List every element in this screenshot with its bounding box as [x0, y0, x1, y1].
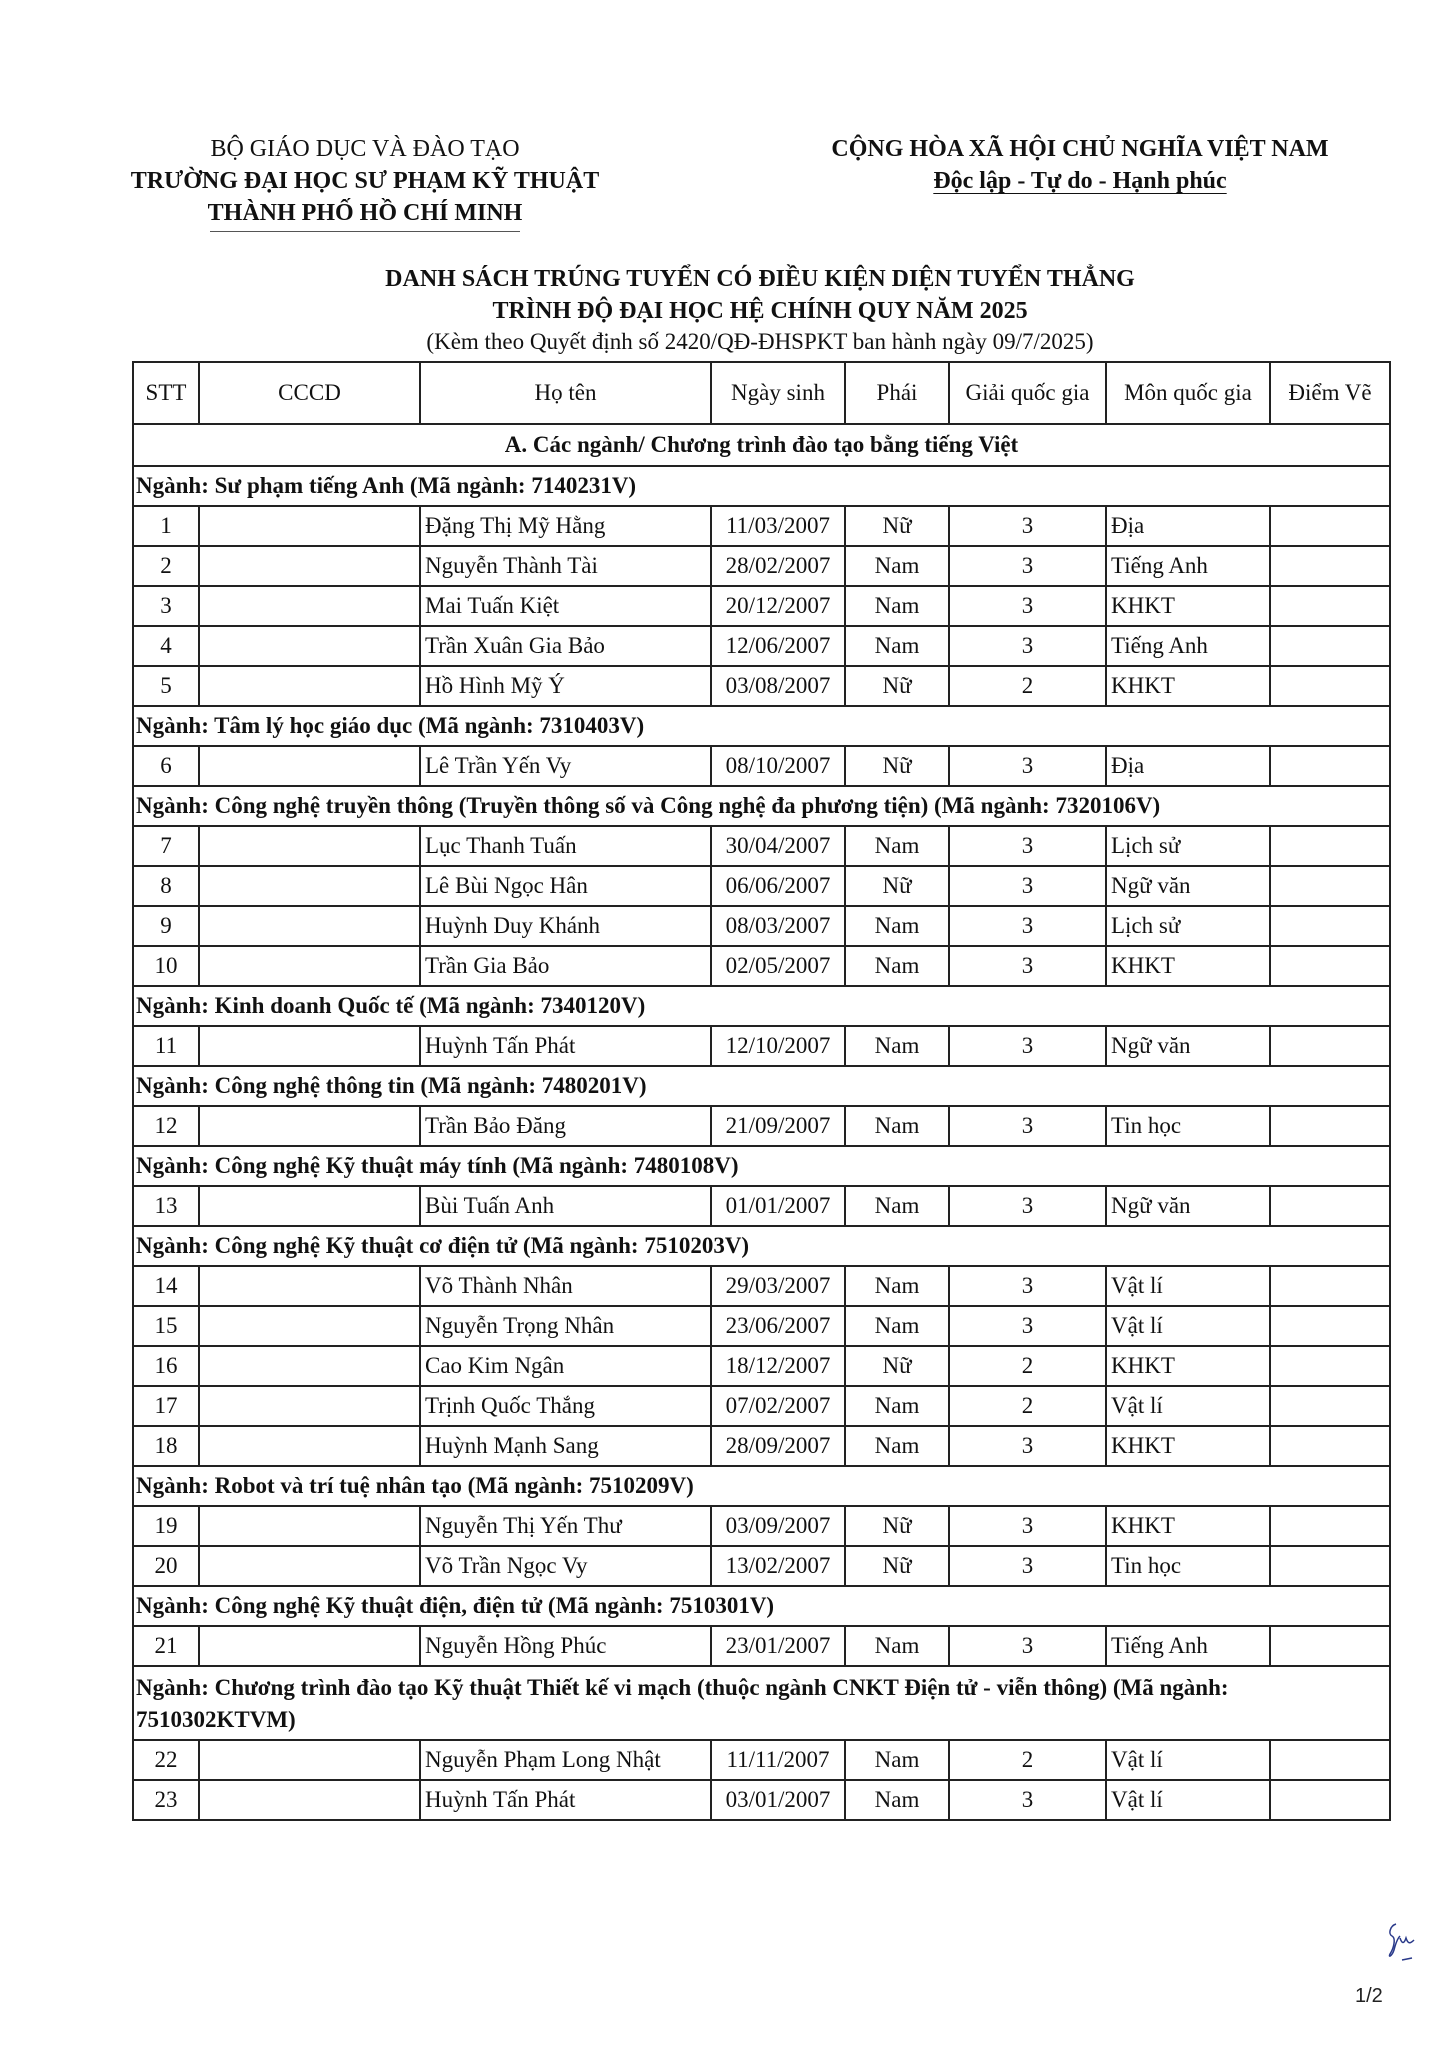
cell-subject: Lịch sử — [1106, 906, 1270, 946]
cell-gender: Nam — [845, 1626, 949, 1666]
cell-dob: 13/02/2007 — [711, 1546, 845, 1586]
cell-gender: Nam — [845, 1266, 949, 1306]
cell-dob: 29/03/2007 — [711, 1266, 845, 1306]
cell-drawing-score — [1270, 1626, 1390, 1666]
cell-award: 3 — [949, 1546, 1106, 1586]
cell-name: Nguyễn Phạm Long Nhật — [420, 1740, 711, 1780]
admission-table — [132, 361, 1391, 1821]
cell-award: 2 — [949, 666, 1106, 706]
cell-name: Hồ Hình Mỹ Ý — [420, 666, 711, 706]
cell-name: Trần Gia Bảo — [420, 946, 711, 986]
cell-stt: 18 — [133, 1426, 199, 1466]
cell-drawing-score — [1270, 626, 1390, 666]
cell-cccd — [199, 1506, 420, 1546]
cell-drawing-score — [1270, 1780, 1390, 1820]
cell-subject: KHKT — [1106, 1506, 1270, 1546]
cell-award: 3 — [949, 1026, 1106, 1066]
cell-name: Huỳnh Tấn Phát — [420, 1780, 711, 1820]
cell-gender: Nam — [845, 1386, 949, 1426]
cell-gender: Nam — [845, 1740, 949, 1780]
cell-stt: 10 — [133, 946, 199, 986]
cell-award: 3 — [949, 746, 1106, 786]
table-row — [133, 1386, 1390, 1426]
column-header-subject: Môn quốc gia — [1106, 362, 1270, 424]
column-header-cccd: CCCD — [199, 362, 420, 424]
cell-award: 2 — [949, 1346, 1106, 1386]
table-row — [133, 586, 1390, 626]
cell-drawing-score — [1270, 866, 1390, 906]
cell-cccd — [199, 506, 420, 546]
cell-subject: Vật lí — [1106, 1780, 1270, 1820]
cell-cccd — [199, 1346, 420, 1386]
cell-award: 3 — [949, 946, 1106, 986]
cell-award: 3 — [949, 1186, 1106, 1226]
table-row — [133, 1346, 1390, 1386]
cell-gender: Nam — [845, 626, 949, 666]
cell-subject: KHKT — [1106, 666, 1270, 706]
cell-cccd — [199, 1106, 420, 1146]
cell-dob: 03/01/2007 — [711, 1780, 845, 1820]
cell-gender: Nam — [845, 586, 949, 626]
cell-stt: 12 — [133, 1106, 199, 1146]
column-header-name: Họ tên — [420, 362, 711, 424]
major-header-row — [133, 466, 1390, 506]
cell-drawing-score — [1270, 906, 1390, 946]
table-row — [133, 1626, 1390, 1666]
major-header-row — [133, 1226, 1390, 1266]
ministry-name: BỘ GIÁO DỤC VÀ ĐÀO TẠO — [210, 136, 520, 162]
cell-dob: 20/12/2007 — [711, 586, 845, 626]
cell-award: 3 — [949, 626, 1106, 666]
cell-name: Huỳnh Mạnh Sang — [420, 1426, 711, 1466]
cell-dob: 21/09/2007 — [711, 1106, 845, 1146]
cell-stt: 20 — [133, 1546, 199, 1586]
cell-cccd — [199, 1780, 420, 1820]
cell-subject: KHKT — [1106, 1346, 1270, 1386]
cell-name: Huỳnh Tấn Phát — [420, 1026, 711, 1066]
cell-name: Trịnh Quốc Thắng — [420, 1386, 711, 1426]
cell-gender: Nam — [845, 826, 949, 866]
cell-stt: 14 — [133, 1266, 199, 1306]
cell-stt: 1 — [133, 506, 199, 546]
section-title: A. Các ngành/ Chương trình đào tạo bằng tiếng Việt — [133, 424, 1390, 466]
national-motto: Độc lập - Tự do - Hạnh phúc — [933, 168, 1227, 194]
cell-gender: Nam — [845, 1186, 949, 1226]
school-name-line1: TRƯỜNG ĐẠI HỌC SƯ PHẠM KỸ THUẬT — [130, 168, 600, 194]
cell-gender: Nữ — [845, 1546, 949, 1586]
page-number: 1/2 — [1355, 1985, 1383, 2007]
cell-cccd — [199, 906, 420, 946]
cell-gender: Nam — [845, 546, 949, 586]
cell-award: 3 — [949, 1106, 1106, 1146]
cell-cccd — [199, 1386, 420, 1426]
cell-award: 3 — [949, 1426, 1106, 1466]
cell-dob: 12/06/2007 — [711, 626, 845, 666]
major-header-row — [133, 786, 1390, 826]
table-row — [133, 1266, 1390, 1306]
cell-subject: KHKT — [1106, 586, 1270, 626]
cell-stt: 6 — [133, 746, 199, 786]
cell-dob: 28/09/2007 — [711, 1426, 845, 1466]
cell-dob: 30/04/2007 — [711, 826, 845, 866]
table-row — [133, 546, 1390, 586]
cell-name: Lê Trần Yến Vy — [420, 746, 711, 786]
cell-gender: Nữ — [845, 1346, 949, 1386]
cell-dob: 02/05/2007 — [711, 946, 845, 986]
cell-drawing-score — [1270, 1546, 1390, 1586]
cell-name: Mai Tuấn Kiệt — [420, 586, 711, 626]
major-header-row — [133, 1666, 1390, 1740]
cell-drawing-score — [1270, 746, 1390, 786]
cell-gender: Nam — [845, 1106, 949, 1146]
cell-subject: Lịch sử — [1106, 826, 1270, 866]
column-header-gender: Phái — [845, 362, 949, 424]
major-header-row — [133, 706, 1390, 746]
cell-dob: 08/10/2007 — [711, 746, 845, 786]
cell-subject: Tiếng Anh — [1106, 1626, 1270, 1666]
cell-dob: 12/10/2007 — [711, 1026, 845, 1066]
table-row — [133, 1186, 1390, 1226]
cell-gender: Nam — [845, 1306, 949, 1346]
cell-gender: Nam — [845, 1780, 949, 1820]
cell-cccd — [199, 546, 420, 586]
cell-subject: Tin học — [1106, 1106, 1270, 1146]
cell-award: 3 — [949, 1780, 1106, 1820]
cell-dob: 18/12/2007 — [711, 1346, 845, 1386]
cell-name: Trần Bảo Đăng — [420, 1106, 711, 1146]
cell-subject: Tiếng Anh — [1106, 626, 1270, 666]
cell-dob: 28/02/2007 — [711, 546, 845, 586]
cell-name: Trần Xuân Gia Bảo — [420, 626, 711, 666]
major-title: Ngành: Tâm lý học giáo dục (Mã ngành: 7310403V) — [133, 706, 1390, 746]
cell-gender: Nữ — [845, 746, 949, 786]
cell-dob: 03/08/2007 — [711, 666, 845, 706]
cell-cccd — [199, 586, 420, 626]
cell-award: 2 — [949, 1740, 1106, 1780]
table-row — [133, 1426, 1390, 1466]
cell-cccd — [199, 946, 420, 986]
cell-drawing-score — [1270, 506, 1390, 546]
cell-subject: KHKT — [1106, 946, 1270, 986]
major-title: Ngành: Chương trình đào tạo Kỹ thuật Thiết kế vi mạch (thuộc ngành CNKT Điện tử - viễn thông) (Mã ngành: 7510302KTVM) — [133, 1666, 1390, 1740]
table-row — [133, 626, 1390, 666]
cell-cccd — [199, 1626, 420, 1666]
cell-drawing-score — [1270, 1186, 1390, 1226]
cell-drawing-score — [1270, 1026, 1390, 1066]
cell-subject: Địa — [1106, 506, 1270, 546]
cell-dob: 11/03/2007 — [711, 506, 845, 546]
cell-stt: 2 — [133, 546, 199, 586]
cell-name: Cao Kim Ngân — [420, 1346, 711, 1386]
cell-drawing-score — [1270, 546, 1390, 586]
cell-dob: 11/11/2007 — [711, 1740, 845, 1780]
cell-stt: 4 — [133, 626, 199, 666]
cell-stt: 13 — [133, 1186, 199, 1226]
document-title — [130, 263, 1390, 357]
cell-award: 3 — [949, 506, 1106, 546]
cell-dob: 23/06/2007 — [711, 1306, 845, 1346]
cell-cccd — [199, 1266, 420, 1306]
cell-stt: 17 — [133, 1386, 199, 1426]
cell-name: Lục Thanh Tuấn — [420, 826, 711, 866]
cell-stt: 5 — [133, 666, 199, 706]
cell-dob: 06/06/2007 — [711, 866, 845, 906]
cell-stt: 7 — [133, 826, 199, 866]
cell-stt: 15 — [133, 1306, 199, 1346]
cell-subject: Địa — [1106, 746, 1270, 786]
title-line1: DANH SÁCH TRÚNG TUYỂN CÓ ĐIỀU KIỆN DIỆN TUYỂN THẲNG — [385, 266, 1135, 292]
header-divider — [210, 231, 520, 232]
cell-subject: Vật lí — [1106, 1266, 1270, 1306]
issuer-header — [130, 133, 600, 232]
cell-award: 3 — [949, 826, 1106, 866]
table-row — [133, 1106, 1390, 1146]
cell-cccd — [199, 1740, 420, 1780]
column-header-stt: STT — [133, 362, 199, 424]
cell-subject: Vật lí — [1106, 1306, 1270, 1346]
school-name-line2: THÀNH PHỐ HỒ CHÍ MINH — [207, 200, 523, 226]
cell-name: Võ Trần Ngọc Vy — [420, 1546, 711, 1586]
column-header-dob: Ngày sinh — [711, 362, 845, 424]
cell-stt: 19 — [133, 1506, 199, 1546]
cell-drawing-score — [1270, 666, 1390, 706]
cell-gender: Nữ — [845, 866, 949, 906]
cell-drawing-score — [1270, 1506, 1390, 1546]
cell-name: Võ Thành Nhân — [420, 1266, 711, 1306]
cell-cccd — [199, 746, 420, 786]
cell-award: 3 — [949, 546, 1106, 586]
cell-subject: Tin học — [1106, 1546, 1270, 1586]
cell-name: Huỳnh Duy Khánh — [420, 906, 711, 946]
cell-drawing-score — [1270, 826, 1390, 866]
country-name: CỘNG HÒA XÃ HỘI CHỦ NGHĨA VIỆT NAM — [831, 136, 1329, 162]
column-header-drawing-score: Điểm Vẽ — [1270, 362, 1390, 424]
cell-cccd — [199, 1186, 420, 1226]
cell-gender: Nữ — [845, 666, 949, 706]
signature-initials — [1382, 1920, 1422, 1965]
major-header-row — [133, 1586, 1390, 1626]
cell-name: Nguyễn Hồng Phúc — [420, 1626, 711, 1666]
major-title: Ngành: Công nghệ Kỹ thuật cơ điện tử (Mã ngành: 7510203V) — [133, 1226, 1390, 1266]
major-title: Ngành: Công nghệ truyền thông (Truyền thông số và Công nghệ đa phương tiện) (Mã ngành: 7320106V) — [133, 786, 1390, 826]
cell-gender: Nữ — [845, 506, 949, 546]
cell-drawing-score — [1270, 1740, 1390, 1780]
cell-gender: Nam — [845, 946, 949, 986]
cell-stt: 22 — [133, 1740, 199, 1780]
table-row — [133, 1546, 1390, 1586]
cell-stt: 3 — [133, 586, 199, 626]
cell-dob: 23/01/2007 — [711, 1626, 845, 1666]
cell-subject: Ngữ văn — [1106, 1186, 1270, 1226]
section-row — [133, 424, 1390, 466]
table-row — [133, 906, 1390, 946]
column-header-award: Giải quốc gia — [949, 362, 1106, 424]
cell-gender: Nam — [845, 1026, 949, 1066]
table-row — [133, 826, 1390, 866]
table-body — [133, 424, 1390, 1820]
cell-subject: Ngữ văn — [1106, 866, 1270, 906]
cell-name: Lê Bùi Ngọc Hân — [420, 866, 711, 906]
cell-subject: KHKT — [1106, 1426, 1270, 1466]
cell-name: Nguyễn Trọng Nhân — [420, 1306, 711, 1346]
major-title: Ngành: Công nghệ Kỹ thuật điện, điện tử (Mã ngành: 7510301V) — [133, 1586, 1390, 1626]
major-header-row — [133, 1066, 1390, 1106]
cell-drawing-score — [1270, 1386, 1390, 1426]
table-row — [133, 1306, 1390, 1346]
major-title: Ngành: Công nghệ Kỹ thuật máy tính (Mã ngành: 7480108V) — [133, 1146, 1390, 1186]
cell-subject: Ngữ văn — [1106, 1026, 1270, 1066]
table-row — [133, 866, 1390, 906]
cell-stt: 21 — [133, 1626, 199, 1666]
cell-dob: 03/09/2007 — [711, 1506, 845, 1546]
cell-cccd — [199, 866, 420, 906]
major-title: Ngành: Công nghệ thông tin (Mã ngành: 7480201V) — [133, 1066, 1390, 1106]
cell-dob: 01/01/2007 — [711, 1186, 845, 1226]
cell-name: Đặng Thị Mỹ Hằng — [420, 506, 711, 546]
cell-drawing-score — [1270, 1306, 1390, 1346]
cell-drawing-score — [1270, 1426, 1390, 1466]
cell-stt: 8 — [133, 866, 199, 906]
national-header — [790, 133, 1370, 197]
title-decision-reference: (Kèm theo Quyết định số 2420/QĐ-ĐHSPKT ban hành ngày 09/7/2025) — [426, 329, 1094, 354]
cell-award: 3 — [949, 586, 1106, 626]
major-header-row — [133, 986, 1390, 1026]
cell-award: 3 — [949, 1266, 1106, 1306]
cell-stt: 16 — [133, 1346, 199, 1386]
table-header-row — [133, 362, 1390, 424]
cell-cccd — [199, 1306, 420, 1346]
cell-drawing-score — [1270, 1346, 1390, 1386]
cell-cccd — [199, 1546, 420, 1586]
cell-name: Bùi Tuấn Anh — [420, 1186, 711, 1226]
cell-award: 3 — [949, 906, 1106, 946]
cell-stt: 23 — [133, 1780, 199, 1820]
major-header-row — [133, 1146, 1390, 1186]
major-header-row — [133, 1466, 1390, 1506]
cell-cccd — [199, 626, 420, 666]
cell-dob: 08/03/2007 — [711, 906, 845, 946]
cell-name: Nguyễn Thị Yến Thư — [420, 1506, 711, 1546]
cell-cccd — [199, 1426, 420, 1466]
table-row — [133, 946, 1390, 986]
major-title: Ngành: Sư phạm tiếng Anh (Mã ngành: 7140231V) — [133, 466, 1390, 506]
cell-subject: Vật lí — [1106, 1386, 1270, 1426]
cell-award: 3 — [949, 1506, 1106, 1546]
table-row — [133, 1740, 1390, 1780]
major-title: Ngành: Robot và trí tuệ nhân tạo (Mã ngành: 7510209V) — [133, 1466, 1390, 1506]
table-row — [133, 1026, 1390, 1066]
cell-award: 3 — [949, 866, 1106, 906]
cell-drawing-score — [1270, 586, 1390, 626]
cell-cccd — [199, 666, 420, 706]
table-row — [133, 746, 1390, 786]
cell-award: 2 — [949, 1386, 1106, 1426]
table-row — [133, 666, 1390, 706]
table-row — [133, 1506, 1390, 1546]
table-row — [133, 1780, 1390, 1820]
cell-name: Nguyễn Thành Tài — [420, 546, 711, 586]
cell-dob: 07/02/2007 — [711, 1386, 845, 1426]
cell-subject: Vật lí — [1106, 1740, 1270, 1780]
cell-stt: 11 — [133, 1026, 199, 1066]
cell-drawing-score — [1270, 1106, 1390, 1146]
cell-gender: Nam — [845, 906, 949, 946]
cell-drawing-score — [1270, 946, 1390, 986]
title-line2: TRÌNH ĐỘ ĐẠI HỌC HỆ CHÍNH QUY NĂM 2025 — [492, 298, 1028, 324]
cell-drawing-score — [1270, 1266, 1390, 1306]
table-row — [133, 506, 1390, 546]
cell-gender: Nữ — [845, 1506, 949, 1546]
cell-stt: 9 — [133, 906, 199, 946]
cell-award: 3 — [949, 1306, 1106, 1346]
cell-subject: Tiếng Anh — [1106, 546, 1270, 586]
cell-cccd — [199, 826, 420, 866]
cell-cccd — [199, 1026, 420, 1066]
cell-award: 3 — [949, 1626, 1106, 1666]
major-title: Ngành: Kinh doanh Quốc tế (Mã ngành: 7340120V) — [133, 986, 1390, 1026]
cell-gender: Nam — [845, 1426, 949, 1466]
